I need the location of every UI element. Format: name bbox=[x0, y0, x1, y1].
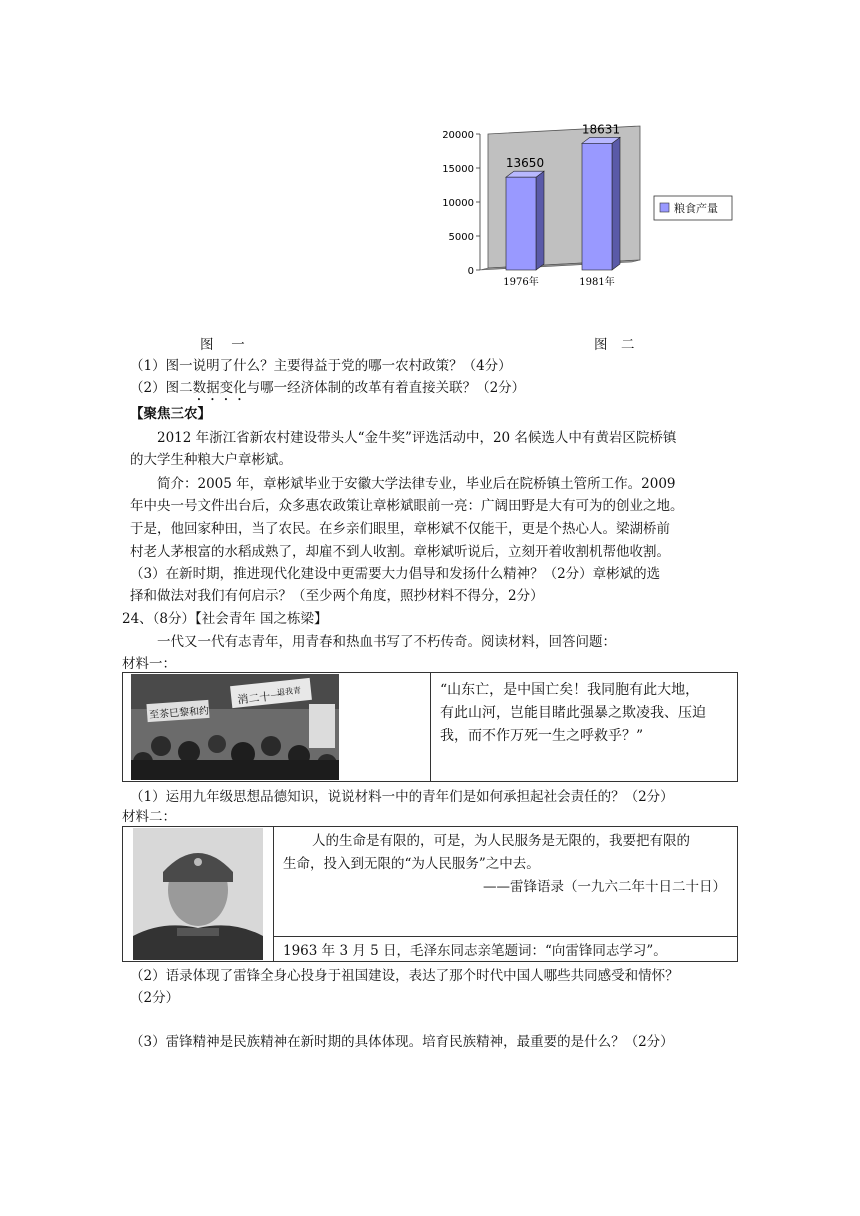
bar-1 bbox=[579, 122, 620, 288]
material-2-row-divider bbox=[273, 936, 738, 937]
focus-paragraph-2a: 简介：2005 年，章彬斌毕业于安徽大学法律专业，毕业后在院桥镇土管所工作。2009 bbox=[157, 476, 676, 492]
x-category-label: 1976年 bbox=[503, 277, 539, 288]
banner-text-1: 消二十一 bbox=[236, 688, 282, 707]
y-tick-label: 10000 bbox=[442, 198, 474, 209]
sub-question-2b: （2分） bbox=[130, 990, 180, 1006]
may-fourth-protest-photo bbox=[131, 674, 339, 780]
y-tick-label: 5000 bbox=[448, 232, 474, 243]
question-2 bbox=[130, 378, 525, 404]
grain-output-chart bbox=[440, 112, 740, 292]
bar-value-label: 18631 bbox=[581, 122, 621, 137]
focus-title: 【聚焦三农】 bbox=[130, 406, 211, 422]
material-1-quote-a: “山东亡，是中国亡矣！我同胞有此大地， bbox=[440, 682, 700, 698]
question-2-pre: （2）图二 bbox=[130, 380, 193, 396]
bar-value-label: 13650 bbox=[505, 156, 545, 171]
banner-text-3: 至茶巳黎和约 bbox=[148, 705, 210, 722]
focus-paragraph-2d: 村老人茅根富的水稻成熟了，却雇不到人收割。章彬斌听说后，立刻开着收割机帮他收割。 bbox=[130, 544, 670, 560]
focus-paragraph-2c: 于是，他回家种田，当了农民。在乡亲们眼里，章彬斌不仅能干，更是个热心人。梁湖桥前 bbox=[130, 521, 670, 537]
question-3b: 择和做法对我们有何启示？（至少两个角度，照抄材料不得分，2分） bbox=[130, 588, 544, 604]
y-tick-label: 20000 bbox=[442, 130, 474, 141]
material-2-source: ——雷锋语录（一九六二年十日二十日） bbox=[483, 879, 726, 895]
y-tick-label: 0 bbox=[467, 266, 474, 277]
x-category-label: 1981年 bbox=[579, 277, 615, 288]
sub-question-1: （1）运用九年级思想品德知识，说说材料一中的青年们是如何承担起社会责任的？（2分） bbox=[130, 789, 674, 805]
material-1-label: 材料一： bbox=[122, 656, 176, 672]
material-1-quote-b: 有此山河，岂能目睹此强暴之欺凌我、压迫 bbox=[440, 705, 706, 721]
banner-text-2: 退我青 bbox=[276, 685, 302, 698]
material-2-label: 材料二： bbox=[122, 809, 176, 825]
question-2-post: 与哪一经济体制的改革有着直接关联？（2分） bbox=[246, 380, 526, 396]
y-tick-label: 15000 bbox=[442, 164, 474, 175]
figure-1-caption: 图 一 bbox=[200, 337, 245, 353]
material-2-quote-b: 生命，投入到无限的“为人民服务”之中去。 bbox=[283, 856, 540, 872]
question-2-emphasis: 数据变化 bbox=[192, 380, 247, 396]
focus-paragraph-1a: 2012 年浙江省新农村建设带头人“金牛奖”评选活动中，20 名候选人中有黄岩区院桥镇 bbox=[157, 430, 677, 446]
question-24-title: 24、（8分）【社会青年 国之栋梁】 bbox=[122, 611, 328, 627]
sub-question-3: （3）雷锋精神是民族精神在新时期的具体体现。培育民族精神，最重要的是什么？（2分） bbox=[130, 1034, 674, 1050]
sub-question-2a: （2）语录体现了雷锋全身心投身于祖国建设，表达了那个时代中国人哪些共同感受和情怀？ bbox=[130, 968, 679, 984]
legend-swatch bbox=[660, 203, 669, 212]
bar-side bbox=[612, 137, 620, 270]
bar-0 bbox=[503, 156, 544, 288]
legend-label: 粮食产量 bbox=[674, 202, 718, 215]
focus-paragraph-1b: 的大学生种粮大户章彬斌。 bbox=[130, 452, 292, 468]
focus-paragraph-2b: 年中央一号文件出台后，众多惠农政策让章彬斌眼前一亮：广阔田野是大有可为的创业之地。 bbox=[130, 498, 684, 514]
material-1-divider bbox=[430, 672, 431, 782]
material-2-inscription: 1963 年 3 月 5 日，毛泽东同志亲笔题词：“向雷锋同志学习”。 bbox=[283, 943, 667, 959]
portrait-illustration bbox=[133, 828, 263, 960]
question-24-intro: 一代又一代有志青年，用青春和热血书写了不朽传奇。阅读材料，回答问题： bbox=[157, 634, 616, 650]
material-2-divider bbox=[273, 826, 274, 962]
lei-feng-portrait bbox=[133, 828, 263, 960]
bar-front bbox=[506, 177, 536, 270]
figure-2-caption: 图 二 bbox=[594, 337, 635, 353]
material-1-quote-c: 我，而不作万死一生之呼救乎？” bbox=[440, 728, 644, 744]
bar-front bbox=[582, 143, 612, 270]
question-3a: （3）在新时期，推进现代化建设中更需要大力倡导和发扬什么精神？（2分）章彬斌的选 bbox=[130, 566, 661, 582]
material-2-quote-a: 人的生命是有限的，可是，为人民服务是无限的，我要把有限的 bbox=[312, 833, 690, 849]
bar-side bbox=[536, 171, 544, 270]
protest-illustration bbox=[131, 674, 339, 780]
question-1: （1）图一说明了什么？主要得益于党的哪一农村政策？（4分） bbox=[130, 358, 512, 374]
